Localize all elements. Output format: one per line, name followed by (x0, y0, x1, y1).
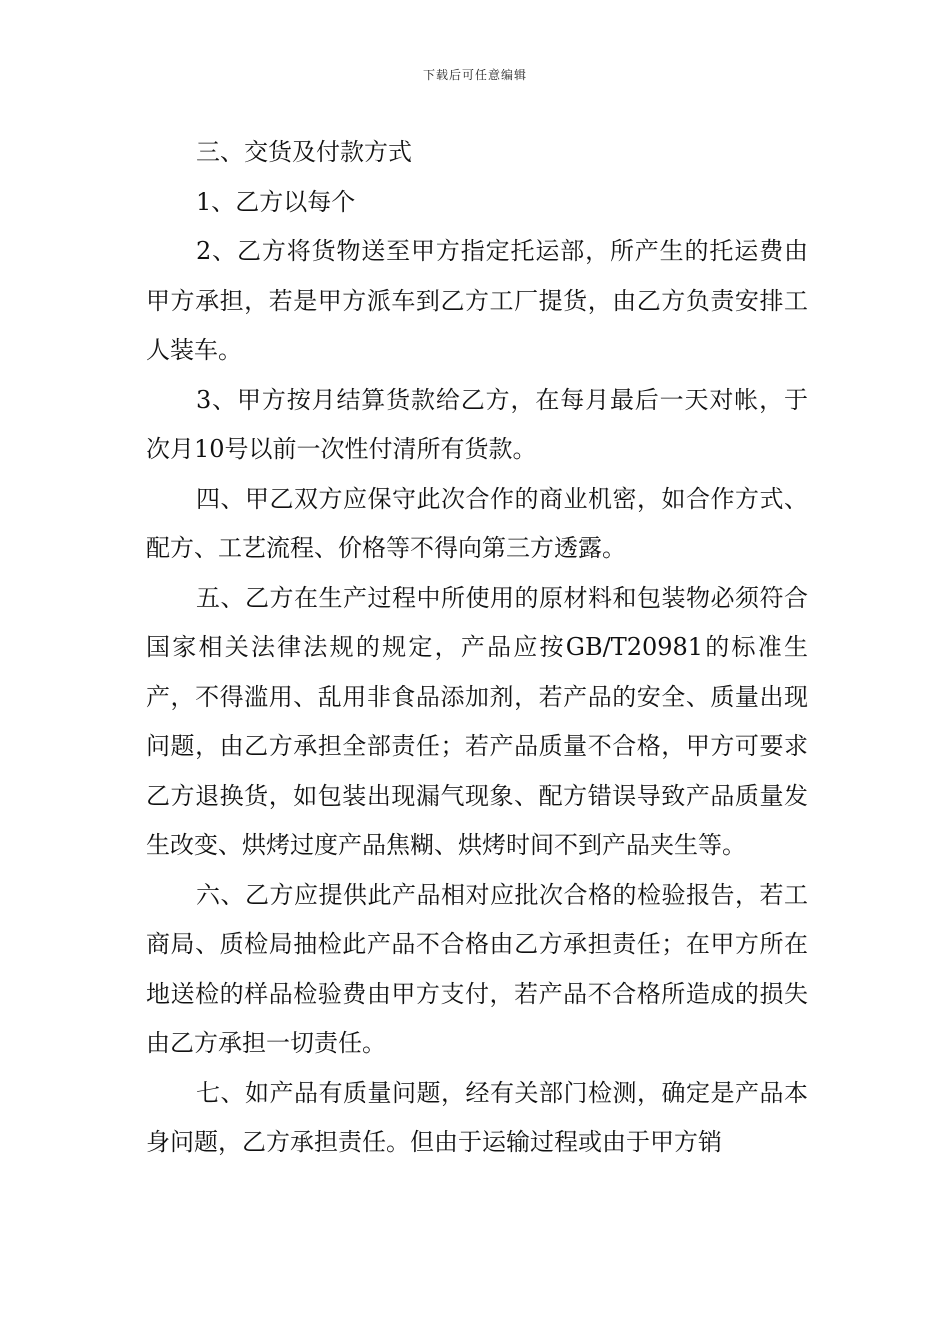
clause-3-3: 3、甲方按月结算货款给乙方，在每月最后一天对帐，于次月10号以前一次性付清所有货款。 (146, 385, 808, 463)
clause-3-1: 1、乙方以每个 (196, 187, 356, 216)
document-body (146, 128, 808, 1168)
section-four-confidentiality: 四、甲乙双方应保守此次合作的商业机密，如合作方式、配方、工艺流程、价格等不得向第三方透露。 (146, 484, 808, 562)
page-header-note: 下载后可任意编辑 (422, 68, 527, 82)
section-six-inspection: 六、乙方应提供此产品相对应批次合格的检验报告，若工商局、质检局抽检此产品不合格由乙方承担责任；在甲方所在地送检的样品检验费由甲方支付，若产品不合格所造成的损失由乙方承担一切责任。 (146, 880, 808, 1057)
section-three-heading: 三、交货及付款方式 (196, 138, 412, 166)
section-five-quality: 五、乙方在生产过程中所使用的原材料和包装物必须符合国家相关法律法规的规定，产品应按GB/T20981的标准生产，不得滥用、乱用非食品添加剂，若产品的安全、质量出现问题，由乙方承担全部责任；若产品质量不合格，甲方可要求乙方退换货，如包装出现漏气现象、配方错误导致产品质量发生改变、烘烤过度产品焦糊、烘烤时间不到产品夹生等。 (146, 583, 808, 859)
clause-3-2: 2、乙方将货物送至甲方指定托运部，所产生的托运费由甲方承担，若是甲方派车到乙方工厂提货，由乙方负责安排工人装车。 (146, 237, 808, 364)
section-seven-liability: 七、如产品有质量问题，经有关部门检测，确定是产品本身问题，乙方承担责任。但由于运输过程或由于甲方销 (146, 1078, 808, 1156)
